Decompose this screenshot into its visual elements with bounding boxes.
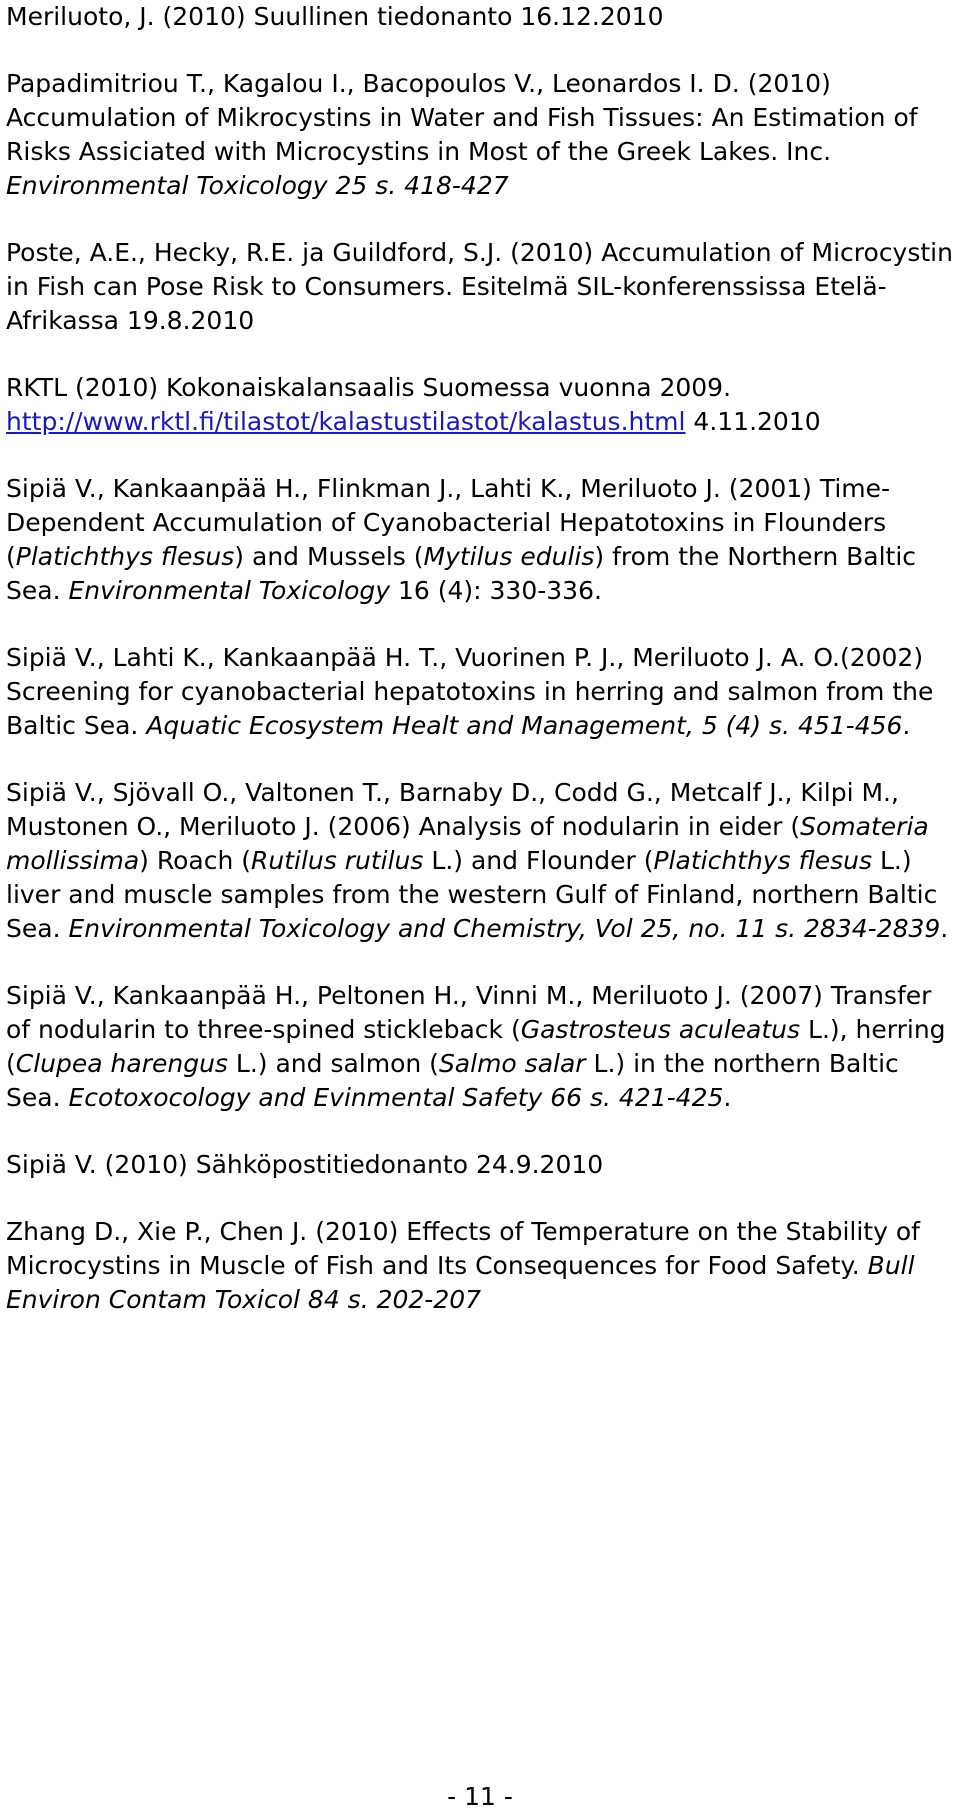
reference-list (6, 0, 954, 1350)
reference-text: . (723, 1083, 732, 1112)
species-name: Platichthys flesus (15, 542, 235, 571)
reference-entry (6, 641, 954, 743)
reference-text: Sipiä V., Sjövall O., Valtonen T., Barnaby D., Codd G., Metcalf J., Kilpi M., Mustonen O., Meriluoto J. (2006) Analysis of nodularin in eider ( (6, 778, 899, 841)
species-name: Gastrosteus aculeatus (520, 1015, 801, 1044)
reference-text: L.) and Flounder ( (423, 846, 654, 875)
reference-text: Sipiä V., Kankaanpää H., Flinkman J., Lahti K., Meriluoto J. (2001) Time-Dependent Accumulation of Cyanobacterial Hepatotoxins in Flounders ( (6, 474, 891, 571)
reference-text: 4.11.2010 (685, 407, 821, 436)
reference-entry (6, 0, 954, 34)
reference-text: Zhang D., Xie P., Chen J. (2010) Effects of Temperature on the Stability of Microcystins in Muscle of Fish and Its Consequences for Food Safety. (6, 1217, 920, 1280)
journal-title: Environmental Toxicology 25 s. 418-427 (6, 171, 509, 200)
reference-text: Meriluoto, J. (2010) Suullinen tiedonanto 16.12.2010 (6, 2, 664, 31)
reference-entry (6, 236, 954, 338)
reference-text: L.) in the northern Baltic Sea. (6, 1049, 899, 1112)
species-name: Somateria mollissima (6, 812, 929, 875)
reference-entry (6, 776, 954, 946)
journal-title: Bull Environ Contam Toxicol 84 s. 202-207 (6, 1251, 915, 1314)
journal-title: Environmental Toxicology and Chemistry, Vol 25, no. 11 s. 2834-2839 (68, 914, 941, 943)
journal-title: Aquatic Ecosystem Healt and Management, 5 (4) s. 451-456 (146, 711, 903, 740)
reference-text: RKTL (2010) Kokonaiskalansaalis Suomessa vuonna 2009. (6, 373, 732, 402)
reference-text: . (902, 711, 911, 740)
reference-entry (6, 979, 954, 1115)
reference-text: L.) and salmon ( (227, 1049, 439, 1078)
reference-text: L.), herring ( (6, 1015, 946, 1078)
species-name: Rutilus rutilus (251, 846, 424, 875)
reference-text: Poste, A.E., Hecky, R.E. ja Guildford, S.J. (2010) Accumulation of Microcystin in Fish can Pose Risk to Consumers. Esitelmä SIL-konferenssissa Etelä-Afrikassa 19.8.2010 (6, 238, 953, 335)
reference-link[interactable]: http://www.rktl.fi/tilastot/kalastustilastot/kalastus.html (6, 407, 686, 436)
reference-text: ) from the Northern Baltic Sea. (6, 542, 917, 605)
reference-text: Papadimitriou T., Kagalou I., Bacopoulos V., Leonardos I. D. (2010) Accumulation of Mikrocystins in Water and Fish Tissues: An Estimation of Risks Assiciated with Microcystins in Most of the Greek Lakes. Inc. (6, 69, 918, 166)
reference-text: . (940, 914, 949, 943)
reference-entry (6, 472, 954, 608)
reference-text: Sipiä V. (2010) Sähköpostitiedonanto 24.9.2010 (6, 1150, 604, 1179)
reference-text: ) and Mussels ( (234, 542, 424, 571)
reference-entry (6, 1148, 954, 1182)
reference-text: 16 (4): 330-336. (390, 576, 602, 605)
species-name: Clupea harengus (15, 1049, 228, 1078)
page-number: - 11 - (447, 1782, 513, 1811)
reference-text: Sipiä V., Lahti K., Kankaanpää H. T., Vuorinen P. J., Meriluoto J. A. O.(2002) Screening for cyanobacterial hepatotoxins in herring and salmon from the Baltic Sea. (6, 643, 934, 740)
journal-title: Ecotoxocology and Evinmental Safety 66 s. 421-425 (68, 1083, 724, 1112)
reference-entry (6, 1215, 954, 1317)
species-name: Salmo salar (438, 1049, 586, 1078)
reference-text: ) Roach ( (139, 846, 252, 875)
reference-text: L.) liver and muscle samples from the western Gulf of Finland, northern Baltic Sea. (6, 846, 938, 943)
journal-title: Environmental Toxicology (68, 576, 391, 605)
species-name: Mytilus edulis (423, 542, 595, 571)
reference-entry (6, 371, 954, 439)
reference-entry (6, 67, 954, 203)
reference-text: Sipiä V., Kankaanpää H., Peltonen H., Vinni M., Meriluoto J. (2007) Transfer of nodularin to three-spined stickleback ( (6, 981, 932, 1044)
species-name: Platichthys flesus (653, 846, 873, 875)
